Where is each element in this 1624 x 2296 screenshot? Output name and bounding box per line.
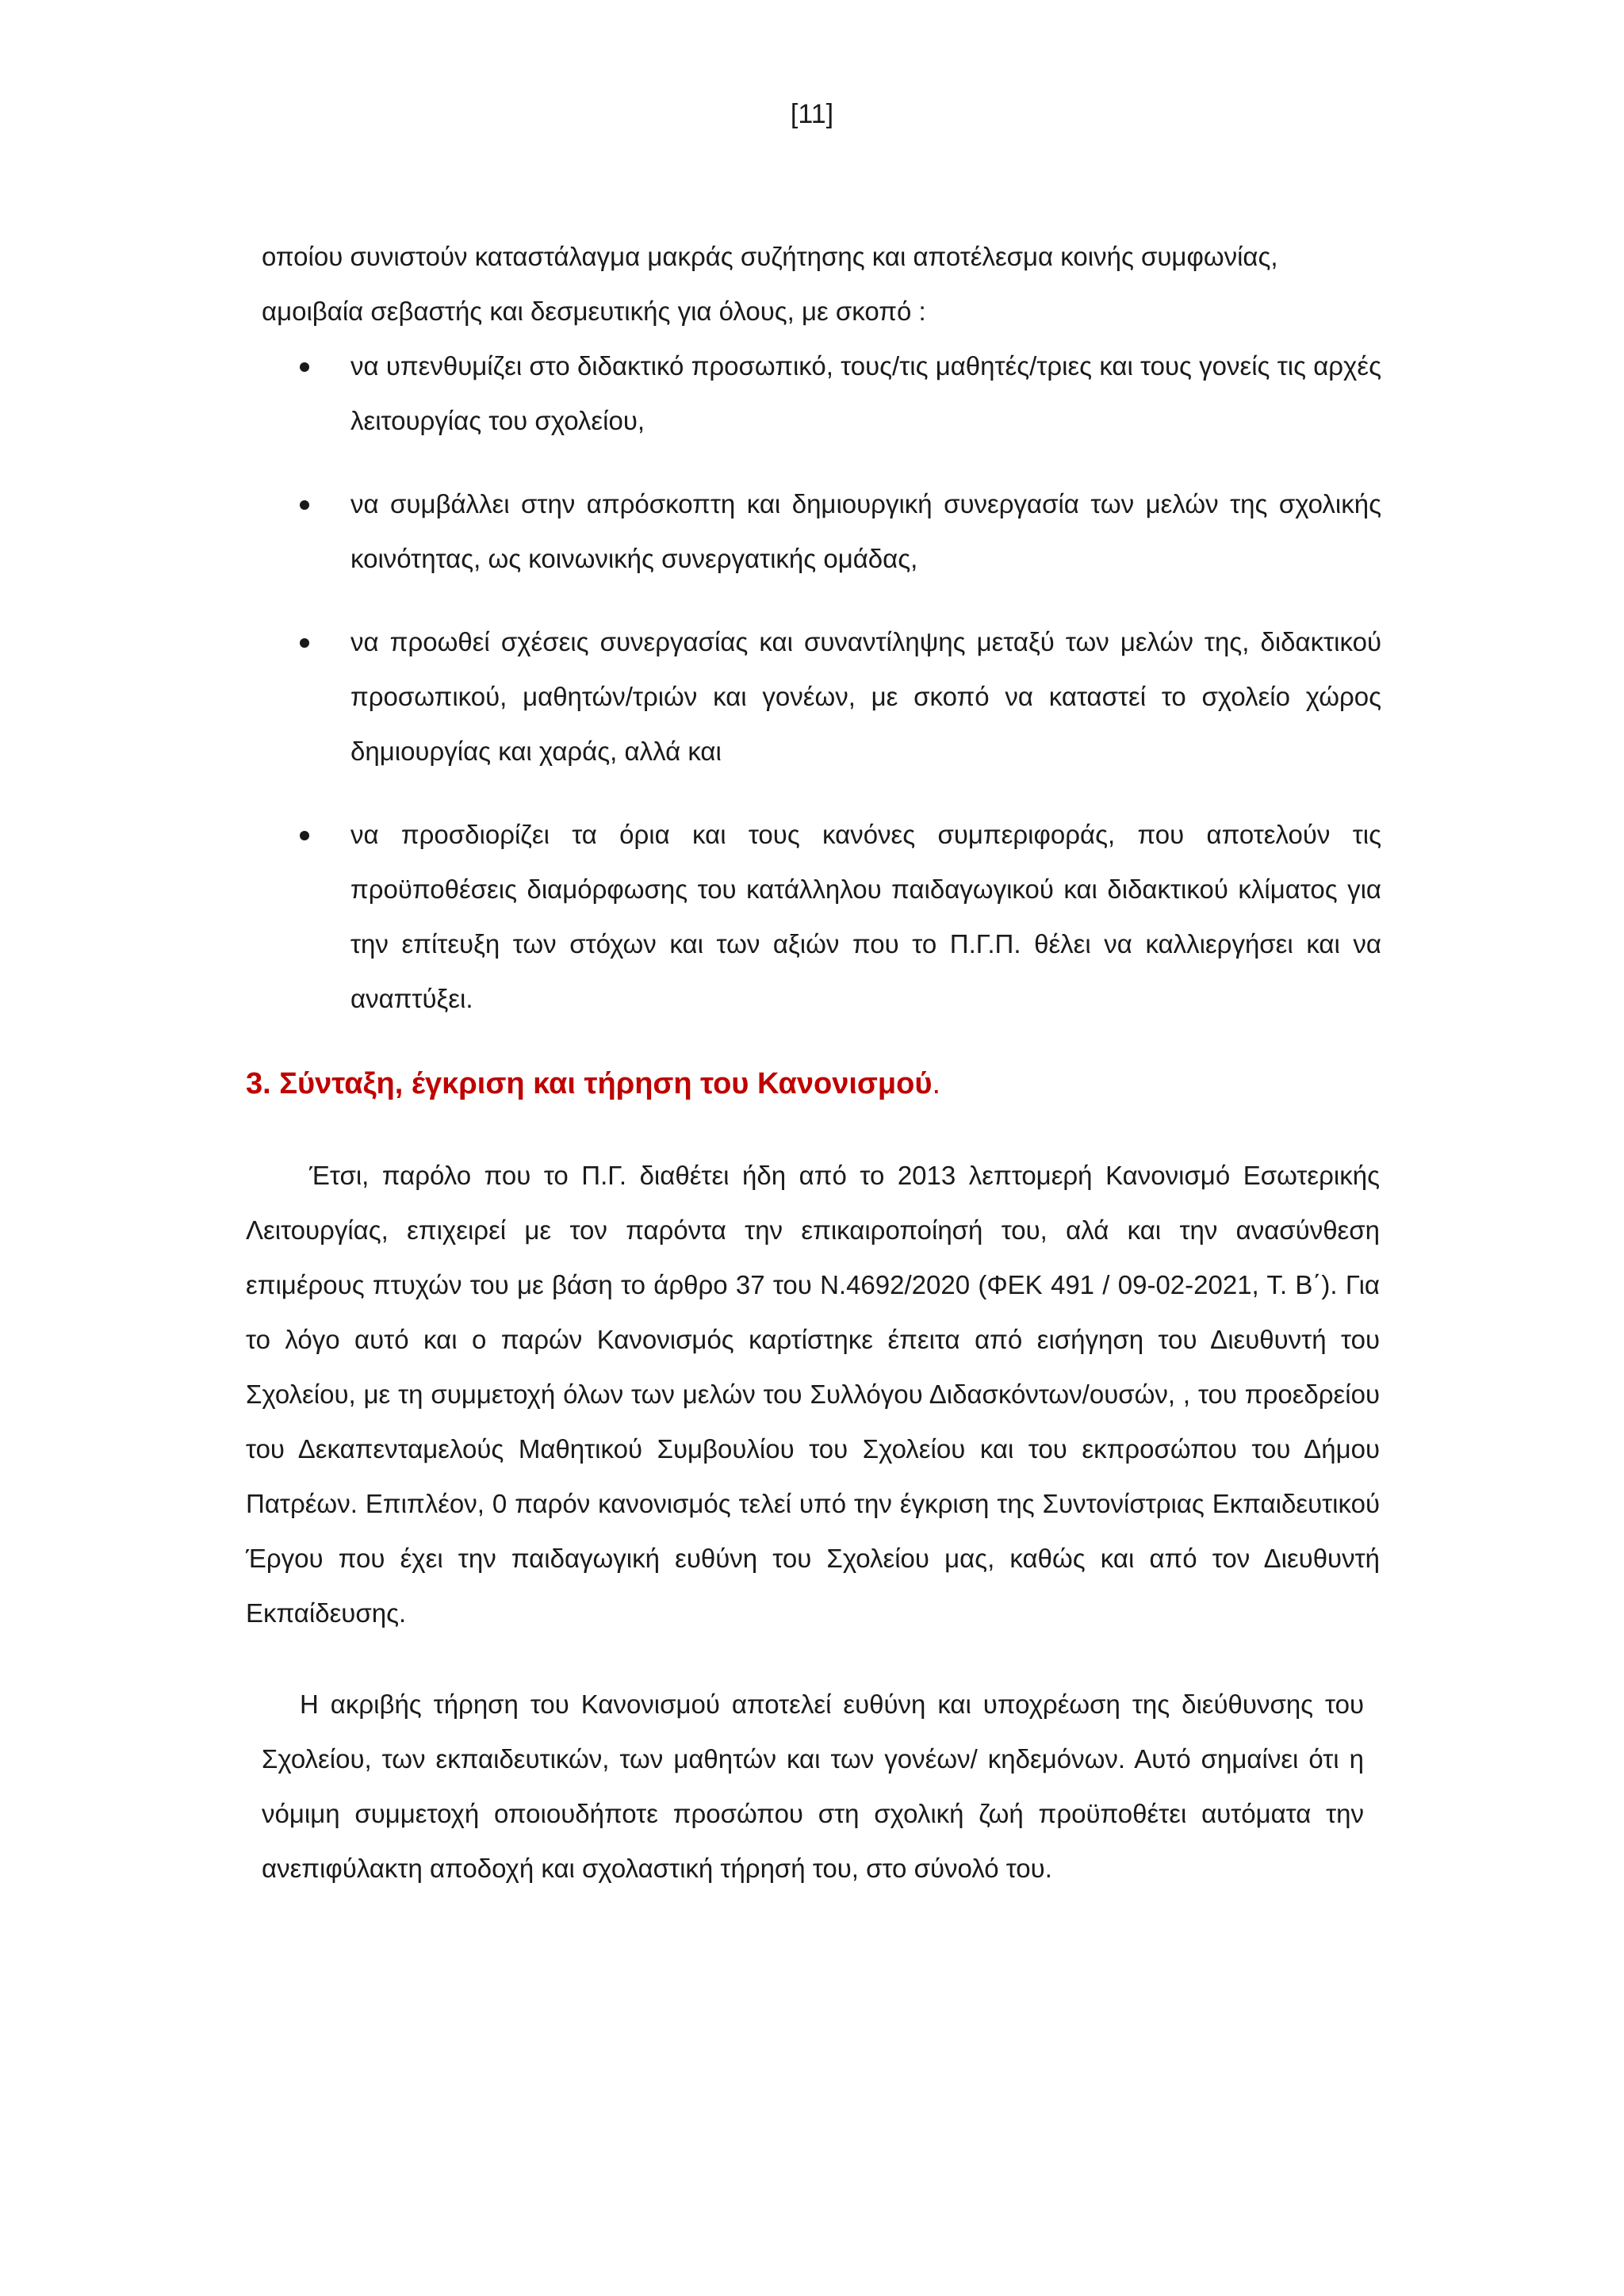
bullet-item-4 bbox=[293, 807, 1381, 1026]
paragraph-compliance bbox=[262, 1677, 1364, 1896]
intro-line-1: οποίου συνιστούν καταστάλαγμα μακράς συζήτησης και αποτέλεσμα κοινής συμφωνίας, bbox=[262, 242, 1278, 271]
section-heading bbox=[246, 1062, 1356, 1106]
section-heading-text: 3. Σύνταξη, έγκριση και τήρηση του Κανονισμού bbox=[246, 1067, 933, 1100]
intro-text bbox=[262, 229, 1372, 339]
paragraph-composition bbox=[246, 1148, 1380, 1640]
bullet-item-1 bbox=[293, 339, 1381, 448]
bullet-dot-icon bbox=[300, 362, 309, 372]
section-heading-dot: . bbox=[932, 1067, 941, 1100]
bullet-text: να συμβάλλει στην απρόσκοπτη και δημιουργική συνεργασία των μελών της σχολικής κοινότητας, ως κοινωνικής συνεργατικής ομάδας, bbox=[350, 489, 1381, 573]
bullet-text: να υπενθυμίζει στο διδακτικό προσωπικό, τους/τις μαθητές/τριες και τους γονείς τις αρχές λειτουργίας του σχολείου, bbox=[350, 351, 1381, 435]
bullet-text: να προσδιορίζει τα όρια και τους κανόνες συμπεριφοράς, που αποτελούν τις προϋποθέσεις διαμόρφωσης του κατάλληλου παιδαγωγικού και διδακτικού κλίματος για την επίτευξη των στόχων και των αξιών που το Π.Γ.Π. θέλει να καλλιεργήσει και να αναπτύξει. bbox=[350, 820, 1381, 1013]
paragraph-compliance-text: Η ακριβής τήρηση του Κανονισμού αποτελεί ευθύνη και υποχρέωση της διεύθυνσης του Σχολείου, των εκπαιδευτικών, των μαθητών και των γονέων/ κηδεμόνων. Αυτό σημαίνει ότι η νόμιμη συμμετοχή οποιουδήποτε προσώπου στη σχολική ζωή προϋποθέτει αυτόματα την ανεπιφύλακτη αποδοχή και σχολαστική τήρησή του, στο σύνολό του. bbox=[262, 1689, 1364, 1883]
page-number: [11] bbox=[790, 99, 834, 129]
intro-line-2: αμοιβαία σεβαστής και δεσμευτικής για όλους, με σκοπό : bbox=[262, 297, 926, 326]
bullet-item-3 bbox=[293, 614, 1381, 779]
bullet-dot-icon bbox=[300, 831, 309, 840]
paragraph-composition-text: Έτσι, παρόλο που το Π.Γ. διαθέτει ήδη από το 2013 λεπτομερή Κανονισμό Εσωτερικής Λειτουργίας, επιχειρεί με τον παρόντα την επικαιροποίησή του, αλά και την ανασύνθεση επιμέρους πτυχών του με βάση το άρθρο 37 του Ν.4692/2020 (ΦΕΚ 491 / 09-02-2021, Τ. Β΄). Για το λόγο αυτό και ο παρών Κανονισμός καρτίστηκε έπειτα από εισήγηση του Διευθυντή του Σχολείου, με τη συμμετοχή όλων των μελών του Συλλόγου Διδασκόντων/ουσών, , του προεδρείου του Δεκαπενταμελούς Μαθητικού Συμβουλίου του Σχολείου και του εκπροσώπου του Δήμου Πατρέων. Επιπλέον, 0 παρόν κανονισμός τελεί υπό την έγκριση της Συντονίστριας Εκπαιδευτικού Έργου που έχει την παιδαγωγική ευθύνη του Σχολείου μας, καθώς και από τον Διευθυντή Εκπαίδευσης. bbox=[246, 1161, 1380, 1628]
purpose-bullet-list bbox=[293, 339, 1381, 1054]
bullet-text: να προωθεί σχέσεις συνεργασίας και συναντίληψης μεταξύ των μελών της, διδακτικού προσωπικού, μαθητών/τριών και γονέων, με σκοπό να καταστεί το σχολείο χώρος δημιουργίας και χαράς, αλλά και bbox=[350, 627, 1381, 766]
bullet-dot-icon bbox=[300, 638, 309, 648]
bullet-dot-icon bbox=[300, 500, 309, 510]
bullet-item-2 bbox=[293, 476, 1381, 586]
